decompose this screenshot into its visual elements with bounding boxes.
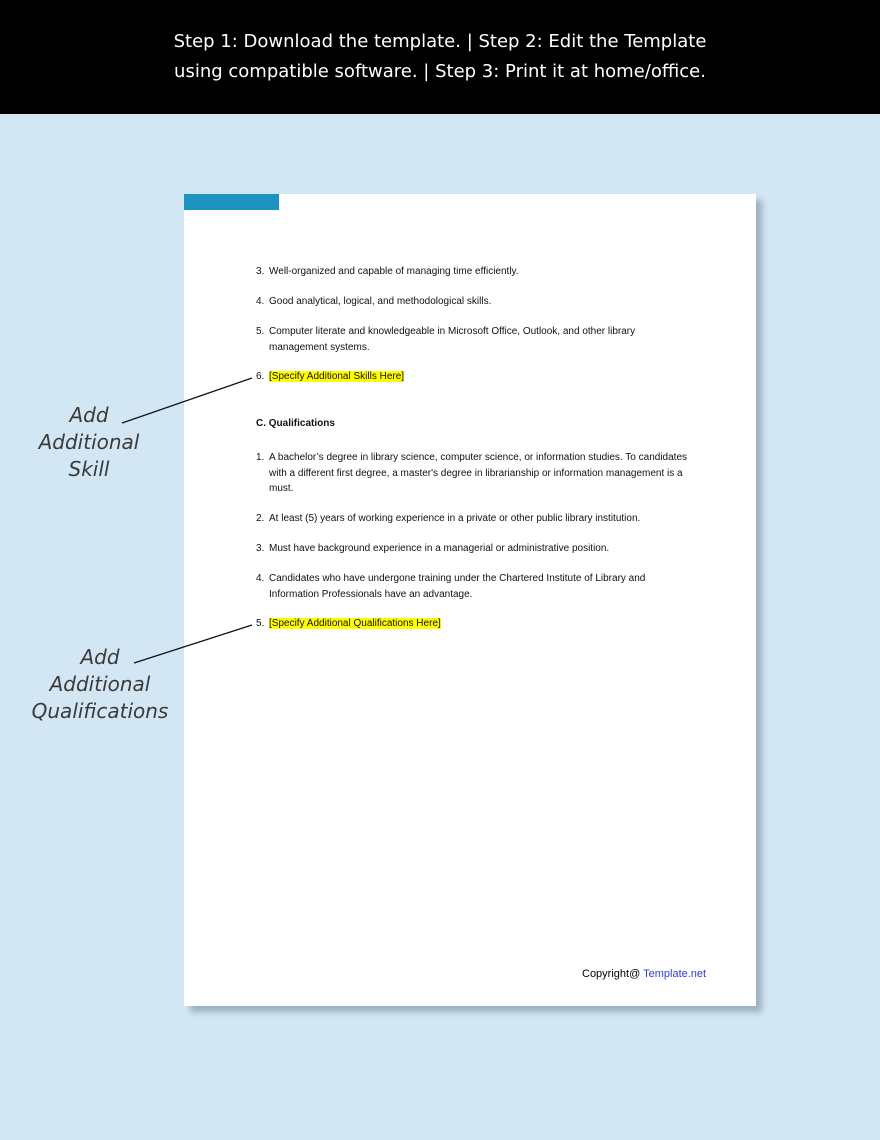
list-text: Must have background experience in a managerial or administrative position.	[269, 543, 610, 554]
instructions-line-1: Step 1: Download the template. | Step 2: Edit the Template	[173, 31, 707, 52]
callout-line: Add	[69, 403, 109, 427]
skill-placeholder[interactable]: [Specify Additional Skills Here]	[269, 371, 405, 382]
list-number: 4.	[256, 573, 265, 584]
list-number: 5.	[256, 326, 265, 337]
copyright-link[interactable]: Template.net	[643, 968, 707, 980]
qualification-placeholder[interactable]: [Specify Additional Qualifications Here]	[269, 618, 441, 629]
list-number: 6.	[256, 371, 265, 382]
list-text: At least (5) years of working experience in a private or other public library institution.	[269, 513, 641, 524]
list-number: 5.	[256, 618, 265, 629]
qualifications-heading: C. Qualifications	[256, 418, 335, 429]
list-number: 2.	[256, 513, 265, 524]
list-number: 3.	[256, 266, 265, 277]
list-number: 4.	[256, 296, 265, 307]
callout-line: Qualifications	[31, 699, 169, 723]
list-number: 3.	[256, 543, 265, 554]
callout-line: Skill	[68, 457, 110, 481]
list-text: Candidates who have undergone training under the Chartered Institute of Library and Information Professionals have an advantage.	[269, 573, 646, 600]
list-text: Good analytical, logical, and methodological skills.	[269, 296, 492, 307]
list-text: Well-organized and capable of managing time efficiently.	[269, 266, 519, 277]
instructions-line-2: using compatible software. | Step 3: Print it at home/office.	[174, 61, 706, 82]
callout-add-skill	[14, 402, 164, 483]
list-text: Computer literate and knowledgeable in Microsoft Office, Outlook, and other library management systems.	[269, 326, 636, 353]
callout-add-qualifications	[18, 644, 182, 725]
callout-line: Add	[80, 645, 120, 669]
list-text: A bachelor’s degree in library science, computer science, or information studies. To candidates with a different first degree, a master's degree in librarianship or information management is a must.	[269, 452, 688, 494]
copyright-label: Copyright@	[582, 968, 644, 980]
list-number: 1.	[256, 452, 265, 463]
callout-line: Additional	[38, 430, 140, 454]
callout-line: Additional	[49, 672, 151, 696]
